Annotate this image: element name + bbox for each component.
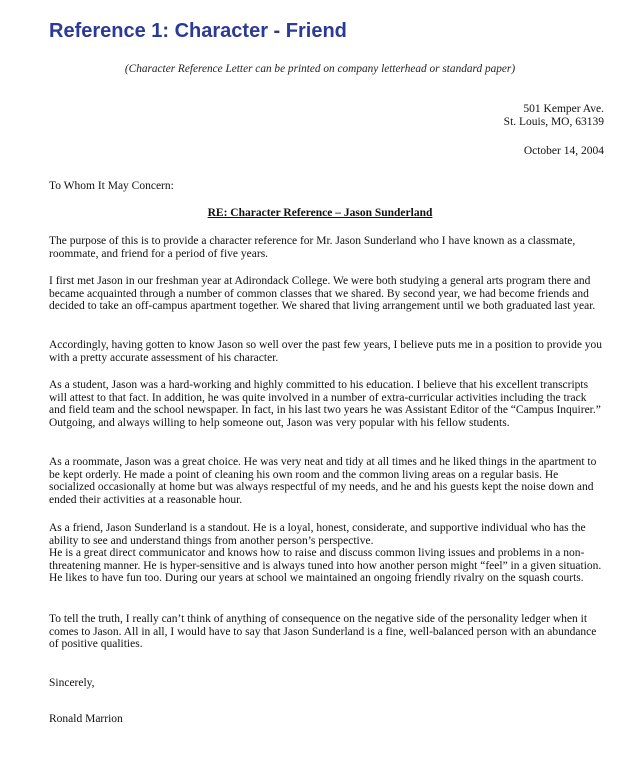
address-line-city: St. Louis, MO, 63139 bbox=[503, 116, 604, 128]
page-subtitle: (Character Reference Letter can be printed on company letterhead or standard paper) bbox=[124, 63, 516, 75]
paragraph-purpose: The purpose of this is to provide a character reference for Mr. Jason Sunderland who I have known as a classmate, roommate, and friend for a period of five years. bbox=[49, 235, 576, 260]
page-title: Reference 1: Character - Friend bbox=[49, 20, 347, 42]
paragraph-conclusion: To tell the truth, I really can’t think of anything of consequence on the negative side of the personality ledger when it comes to Jason. All in all, I would have to say that Jason Sunderland is a fine, well-balanced person with an abundance of positive qualities. bbox=[49, 613, 597, 651]
address-line-street: 501 Kemper Ave. bbox=[523, 103, 604, 115]
paragraph-assessment: Accordingly, having gotten to know Jason so well over the past few years, I believe puts me in a position to provide you with a pretty accurate assessment of his character. bbox=[49, 339, 603, 364]
subject-line: RE: Character Reference – Jason Sunderland bbox=[207, 207, 433, 219]
signature-name: Ronald Marrion bbox=[49, 713, 123, 725]
salutation: To Whom It May Concern: bbox=[49, 180, 174, 192]
paragraph-friend: As a friend, Jason Sunderland is a standout. He is a loyal, honest, considerate, and supportive individual who has the ability to see and understand things from another person’s perspective. bbox=[49, 522, 586, 547]
paragraph-first-met: I first met Jason in our freshman year at Adirondack College. We were both studying a general arts program there and became acquainted through a number of common classes that we shared. By second year, we had become friends and decided to take an off-campus apartment together. We shared that living arrangement until we both graduated last year. bbox=[49, 275, 596, 313]
paragraph-communicator: He is a great direct communicator and knows how to raise and discuss common living issues and problems in a non-threatening manner. He is hyper-sensitive and is always tuned into how another person might “feel” in a given situation. He likes to have fun too. During our years at school we maintained an ongoing friendly rivalry on the squash courts. bbox=[49, 547, 602, 585]
sender-address bbox=[504, 103, 604, 129]
paragraph-student: As a student, Jason was a hard-working and highly committed to his education. I believe that his excellent transcripts will attest to that fact. In addition, he was quite involved in a number of extra-curricular activities including the track and field team and the school newspaper. In fact, in his last two years he was Assistant Editor of the “Campus Inquirer.” Outgoing, and always willing to help someone out, Jason was very popular with his fellow students. bbox=[49, 379, 601, 429]
paragraph-roommate: As a roommate, Jason was a great choice. He was very neat and tidy at all times and he liked things in the apartment to be kept orderly. He made a point of cleaning his own room and the common living areas on a regular basis. He socialized occasionally at home but was always respectful of my needs, and he and his guests kept the noise down and ended their activities at a reasonable hour. bbox=[49, 456, 597, 506]
closing: Sincerely, bbox=[49, 677, 95, 689]
letter-date: October 14, 2004 bbox=[523, 145, 604, 157]
